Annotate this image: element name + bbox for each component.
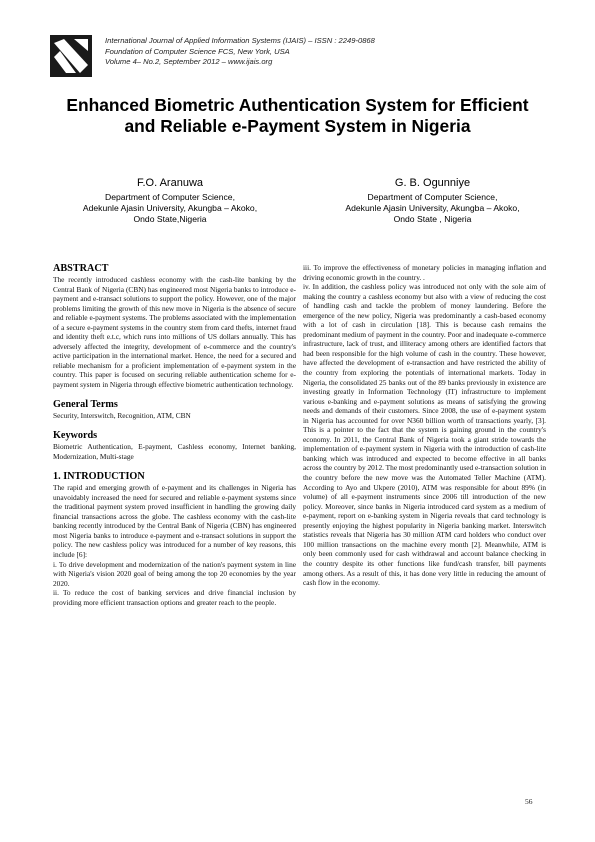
keywords-heading: Keywords: [53, 430, 98, 442]
paper-title-line-1: Enhanced Biometric Authentication System for Efficient: [66, 95, 529, 115]
volume-line: Volume 4– No.2, September 2012 – www.ijais.org: [105, 57, 273, 67]
journal-logo-icon: [50, 35, 92, 77]
author-university: Adekunle Ajasin University, Akungba – Akoko,: [345, 202, 520, 213]
author-block-2: [300, 176, 565, 224]
introduction-list-item: ii. To reduce the cost of banking services and drive financial inclusion by providing more efficient transaction options and greater reach to the people.: [53, 588, 296, 607]
author-university: Adekunle Ajasin University, Akungba – Akoko,: [82, 202, 258, 213]
author-name: G. B. Ogunniye: [394, 177, 471, 189]
left-column: [53, 263, 296, 607]
paper-title: [40, 95, 555, 137]
introduction-list-item: iv. In addition, the cashless policy was introduced not only with the sole aim of making the country a cashless economy but also with a view of reducing the cost of handling cash and tackle the problem of money laundering. Before the emergence of the new policy, Nigeria was predominantly a cash-based economy with a lot of cash in circulation [18]. This is because cash remains the predominant medium of payment in the country. Poor and inadequate e-commerce infrastructure, lack of trust, and illiteracy among others are identified factors that had been responsible for the high volume of cash in the country. These however, have affected the development of e-transaction and have restricted the ability of the country from exploring the potentials of international markets. Today in Nigeria, the consolidated 25 banks out of the 89 banks previously in existence are investing greatly in Information Technology (IT) infrastructure to implement various e-banking and e-payment solutions as means of satisfying the growing needs and demands of their customers. Since 2008, the use of e-payment system in Nigeria has accounted for over N360 billion worth of transactions yearly, [3]. This is a pointer to the fact that the system is gaining ground in the country's economy. In 2011, the Central Bank of Nigeria took a giant stride towards the implementation of e-payment system in Nigeria with the introduction of cash-lite banking which was introduced and expected to become effective in all banks across the country by 2012. The most predominantly used e-transaction solution in the country before the new move was the Automated Teller Machine (ATM). According to Ayo and Ukpere (2010), ATM was responsible for about 89% (in volume) of all e-payment instruments since 2006 till introduction of the new policy. Moreover, since banks in Nigeria introduced card system as a medium of e-payment, report on e-banking system in Nigeria reveals that card technology is presently enjoying the highest popularity in Nigeria banking market. Interswitch statistics reveals that Nigeria has 30 million ATM card holders who conduct over 100 million transactions on the machine every month [2]. Meanwhile, ATM is only been commonly used for cash withdrawal and account balance checking in the country despite its other functions like fund/cash transfer, bill payments among others. As a result of this, it has done very little in reducing the amount of cash flow in the economy.: [303, 282, 546, 588]
author-name: F.O. Aranuwa: [136, 177, 204, 189]
author-block-1: [40, 176, 300, 224]
journal-header: [105, 36, 525, 68]
paper-title-line-2: and Reliable e-Payment System in Nigeria: [124, 116, 471, 136]
introduction-heading: 1. INTRODUCTION: [53, 471, 145, 483]
general-terms-heading: General Terms: [53, 398, 118, 410]
abstract-heading: ABSTRACT: [53, 263, 109, 274]
keywords-text: Biometric Authentication, E-payment, Cashless economy, Internet banking, Modernization, Multi-stage: [53, 442, 296, 461]
general-terms-text: Security, Interswitch, Recognition, ATM, CBN: [53, 410, 191, 420]
introduction-paragraph: The rapid and emerging growth of e-payment and its challenges in Nigeria has unavoidably increased the need for secured and reliable e-payment systems since the traditional payment system proved insufficient in handling the growing daily financial transactions across the globe. The cashless economy with the cash-lite banking recently introduced by the Central Bank of Nigeria (CBN) has engineered most Nigeria banks to introduce e-payment and e-transact solutions in support the policy. The new cashless policy was introduced for a number of key reasons, this include [6]:: [53, 483, 296, 560]
abstract-text: The recently introduced cashless economy with the cash-lite banking by the Central Bank of Nigeria (CBN) has engineered most Nigeria banks to introduce e-payment and e-transact solutions to support the policy. However, one of the major problems limiting the growth of this new move in Nigeria is the absence of secure and reliable e-payment systems. The problems associated with the implementation of a secure e-payment systems in the country stem from card thefts, internet fraud and identity theft e.t.c, which runs into millions of US dollars annually. This has adversely affected the integrity, development of e-commerce and the country's active participation in the international market. Hence, the need for a secured and reliable mechanism for a proficient implementation of e-payment system in the country. This paper is focused on securing reliable authentication scheme for e-payment system in Nigeria through effective biometric authentication technology.: [53, 275, 296, 390]
author-location: Ondo State,Nigeria: [133, 213, 207, 224]
author-department: Department of Computer Science,: [105, 192, 235, 202]
page-number: 56: [525, 797, 533, 806]
publisher-line: Foundation of Computer Science FCS, New York, USA: [105, 46, 290, 56]
right-column: [303, 263, 546, 588]
introduction-list-item: i. To drive development and modernization of the nation's payment system in line with Nigeria's vision 2020 goal of being among the top 20 economies by the year 2020.: [53, 559, 296, 588]
author-department: Department of Computer Science,: [367, 192, 498, 202]
author-location: Ondo State , Nigeria: [393, 213, 472, 224]
introduction-list-item: iii. To improve the effectiveness of monetary policies in managing inflation and driving economic growth in the country. .: [303, 263, 546, 282]
journal-name-line: International Journal of Applied Information Systems (IJAIS) – ISSN : 2249-0868: [105, 36, 375, 45]
